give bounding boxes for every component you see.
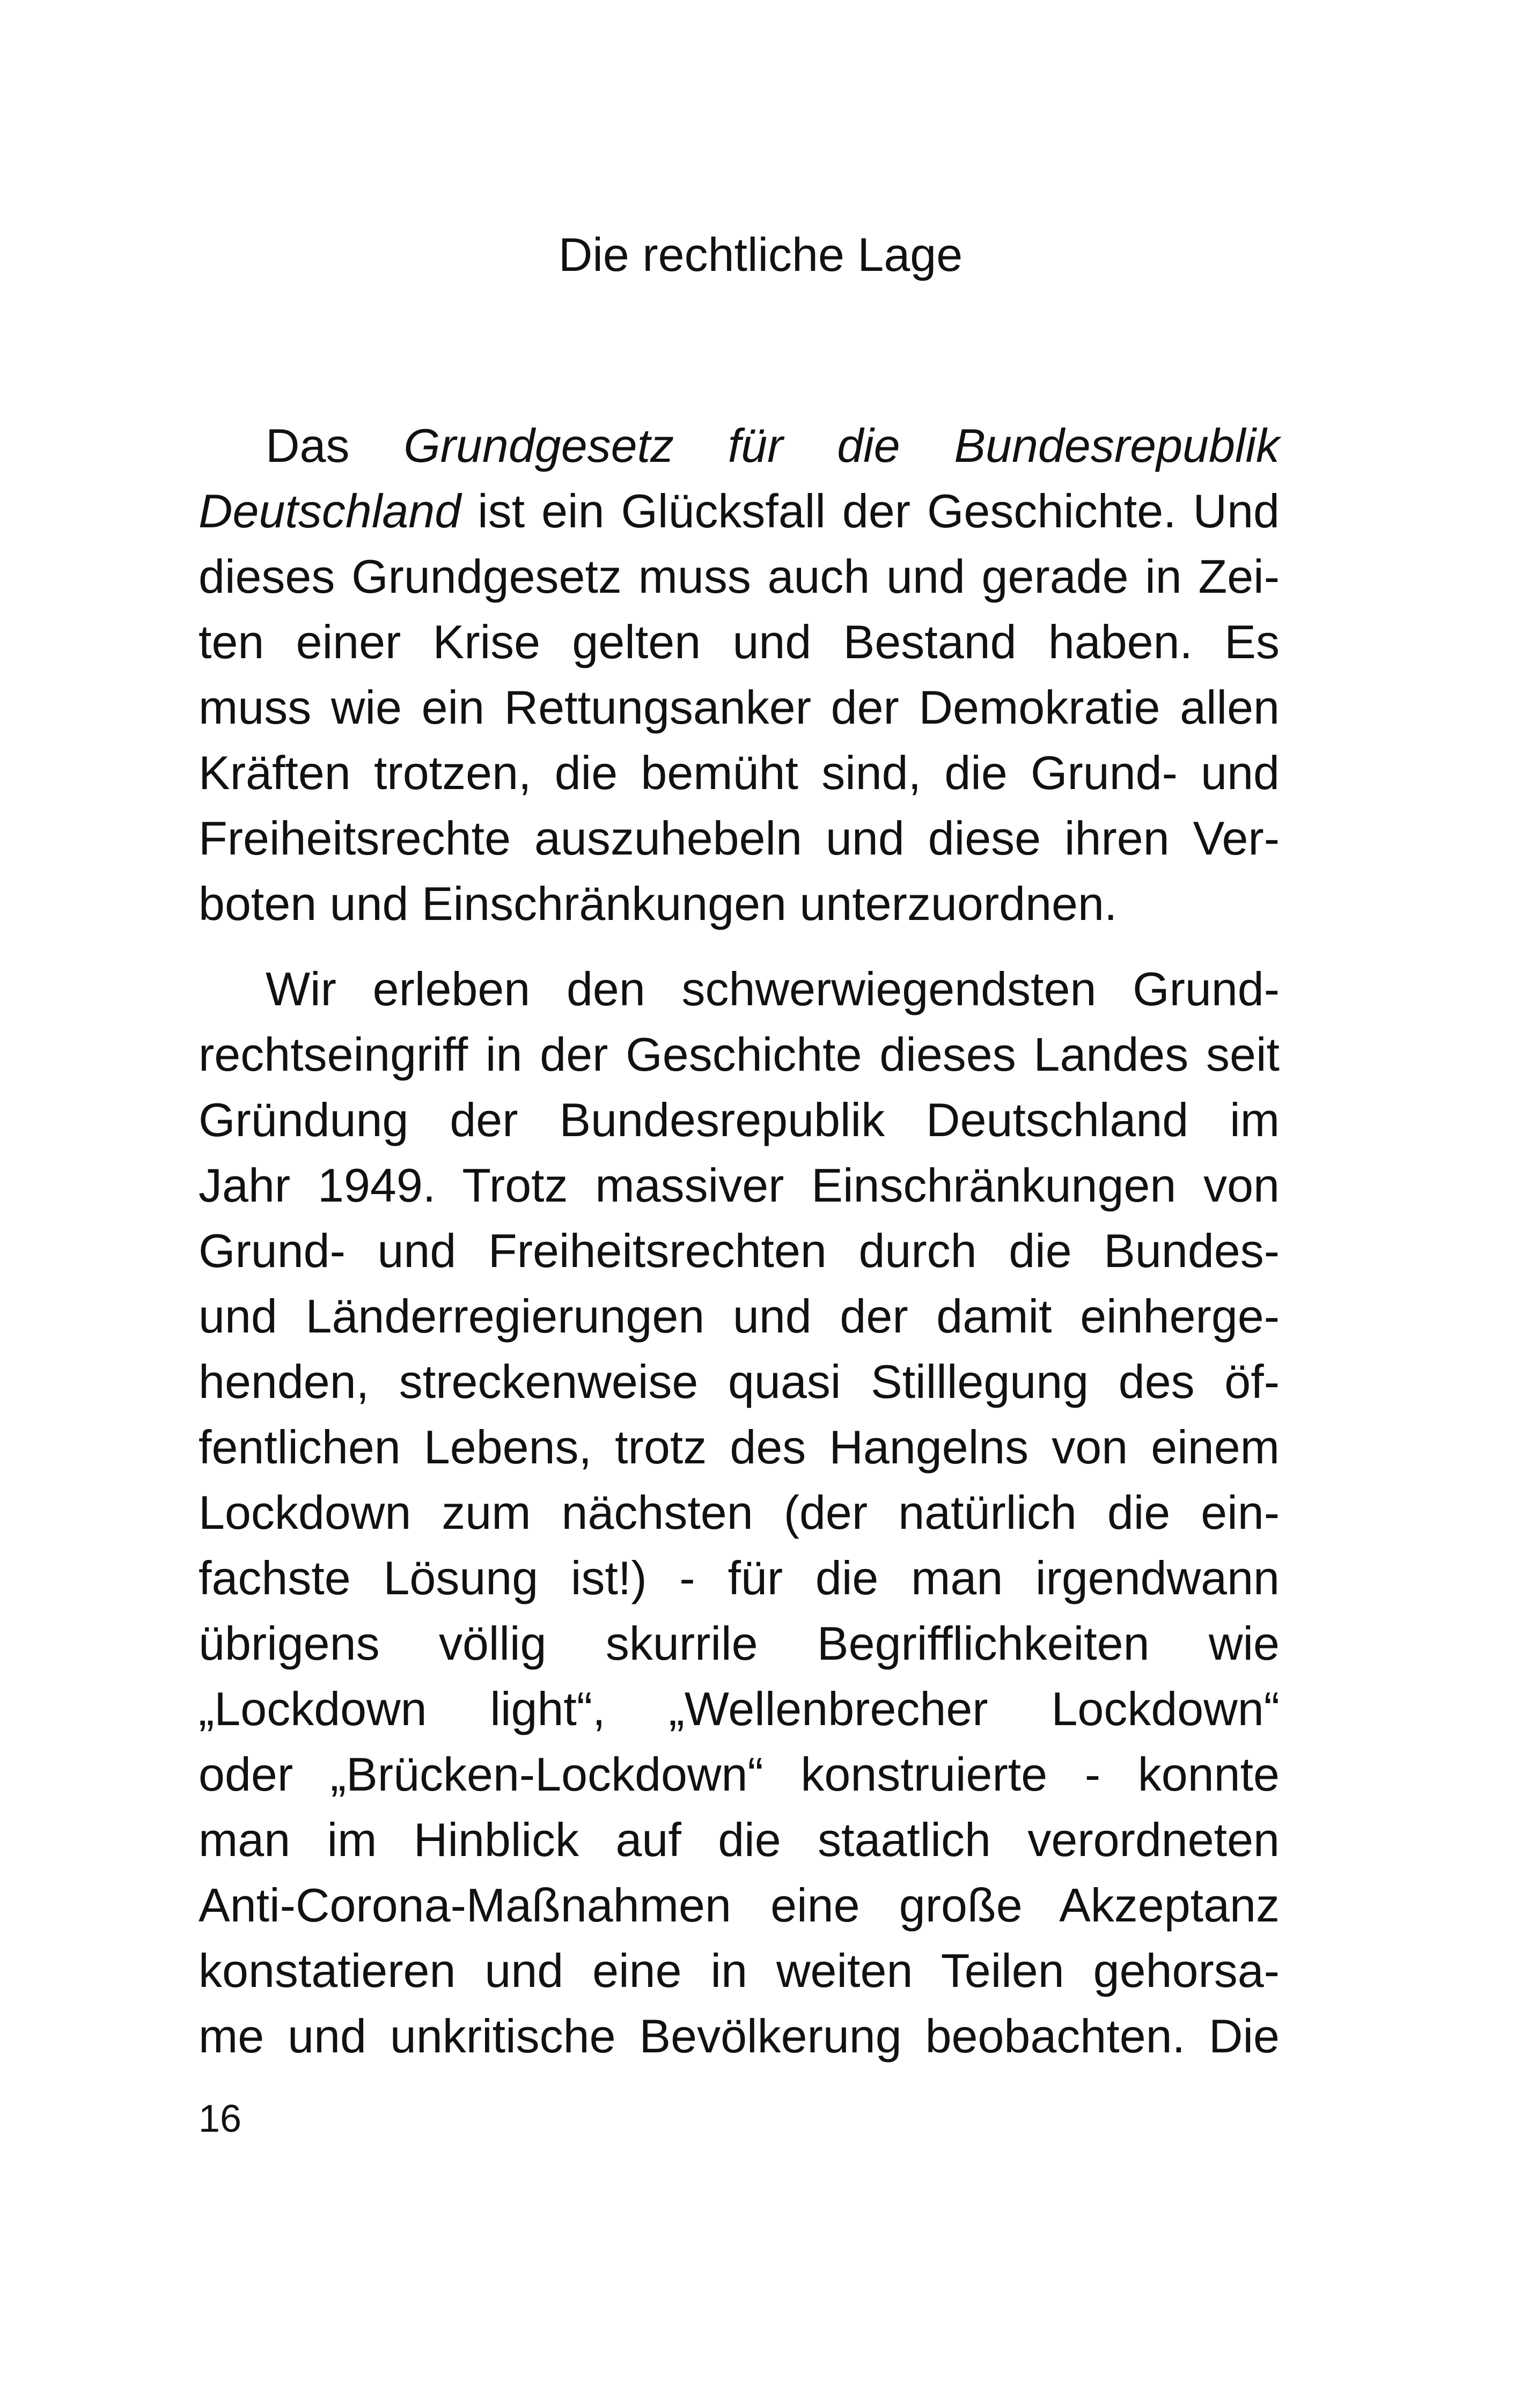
text-line: Gründung der Bundesrepublik Deutschland im (199, 1093, 1280, 1146)
text-line: muss wie ein Rettungsanker der Demokratie allen (199, 681, 1280, 734)
page-number: 16 (199, 2097, 242, 2140)
text-line: fachste Lösung ist!) - für die man irgendwann (199, 1551, 1280, 1604)
text-line: man im Hinblick auf die staatlich verordneten (199, 1813, 1280, 1866)
text-line: me und unkritische Bevölkerung beobachten. Die (199, 2009, 1280, 2063)
text-line: henden, streckenweise quasi Stilllegung des öf- (199, 1355, 1280, 1408)
text-line: Kräften trotzen, die bemüht sind, die Grund- und (199, 746, 1280, 799)
chapter-title: Die rechtliche Lage (558, 228, 963, 281)
text-segment: ist ein Glücksfall der Geschichte. Und (461, 484, 1280, 537)
text-line: ten einer Krise gelten und Bestand haben. Es (199, 615, 1280, 668)
paragraph (199, 956, 1280, 2069)
paragraph (199, 413, 1280, 937)
text-line: Wir erleben den schwerwiegendsten Grund- (266, 962, 1280, 1015)
text-segment: Das (266, 419, 404, 472)
text-line: Grund- und Freiheitsrechten durch die Bundes- (199, 1224, 1280, 1277)
text-line: Freiheitsrechte auszuhebeln und diese ihren Ver- (199, 812, 1280, 865)
text-line: rechtseingriff in der Geschichte dieses Landes seit (199, 1028, 1280, 1081)
text-line: oder „Brücken-Lockdown“ konstruierte - konnte (199, 1748, 1280, 1801)
text-line: boten und Einschränkungen unterzuordnen. (199, 877, 1118, 930)
text-line (199, 478, 1280, 544)
text-line: und Länderregierungen und der damit einherge- (199, 1290, 1280, 1343)
text-segment-italic: Deutschland (199, 484, 461, 537)
text-segment-italic: Grundgesetz für die Bundesrepublik (403, 419, 1280, 472)
text-line (199, 413, 1280, 478)
text-line: Anti-Corona-Maßnahmen eine große Akzeptanz (199, 1879, 1280, 1932)
text-line: Lockdown zum nächsten (der natürlich die ein- (199, 1486, 1280, 1539)
text-line: konstatieren und eine in weiten Teilen gehorsa- (199, 1944, 1280, 1997)
text-line: „Lockdown light“, „Wellenbrecher Lockdown“ (199, 1682, 1280, 1735)
text-line: übrigens völlig skurrile Begrifflichkeiten wie (199, 1617, 1280, 1670)
text-line: dieses Grundgesetz muss auch und gerade in Zei- (199, 550, 1280, 603)
text-line: fentlichen Lebens, trotz des Hangelns von einem (199, 1420, 1280, 1474)
text-line: Jahr 1949. Trotz massiver Einschränkungen von (199, 1159, 1280, 1212)
